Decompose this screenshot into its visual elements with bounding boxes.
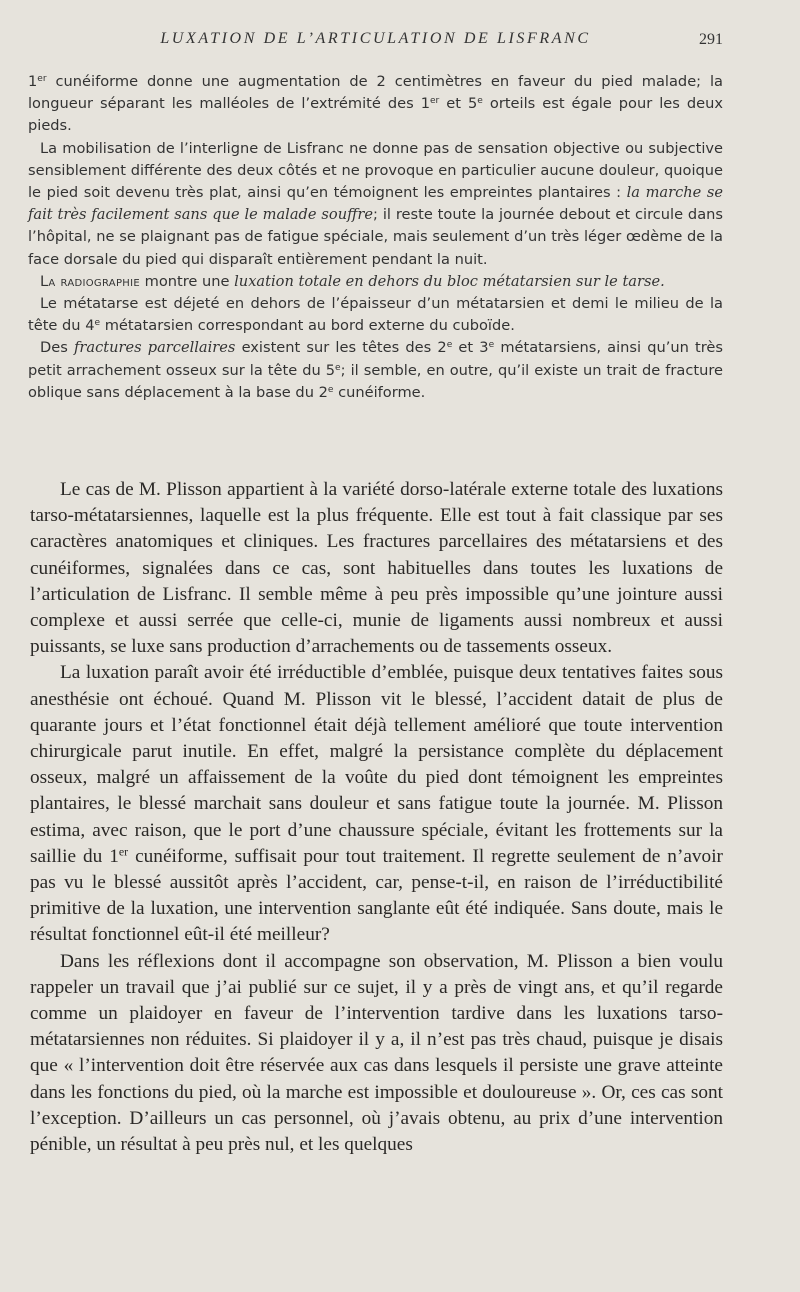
running-title: LUXATION DE L’ARTICULATION DE LISFRANC bbox=[160, 30, 591, 47]
observation-paragraph bbox=[28, 293, 723, 337]
text-run: cunéiforme donne une augmentation de 2 centimètres en faveur du pied malade; la longueur séparant les malléoles de l’extrémité des 1 bbox=[28, 73, 723, 113]
discussion-paragraph bbox=[30, 660, 723, 948]
superscript: e bbox=[335, 362, 341, 373]
text-run: La luxation paraît avoir été irréductible d’emblée, puisque deux tentatives faites sous anesthésie ont échoué. Quand M. Plisson vit le blessé, l’accident datait de plus de quarante jours et l’état fonctionnel était déjà tellement amélioré que toute intervention chirurgicale parut inutile. En effet, malgré la persistance complète du déplacement osseux, malgré un affaissement de la voûte du pied dont témoignent les empreintes plantaires, le blessé marchait sans douleur et sans fatigue toute la journée. M. Plisson estima, avec raison, que le port d’une chaussure spéciale, évitant les frottements sur la saillie du 1 bbox=[30, 662, 723, 867]
text-run: orteils est égale pour les deux pieds. bbox=[28, 95, 724, 135]
text-run: métatarsien correspondant au bord externe du cuboïde. bbox=[100, 317, 515, 335]
text-run: et 5 bbox=[439, 95, 478, 113]
text-run: cunéiforme, suffisait pour tout traitement. Il regrette seulement de n’avoir pas vu le blessé aussitôt après l’accident, car, pense-t-il, en raison de l’irréductibilité primitive de la luxation, une intervention sanglante eût été indiquée. Sans doute, mais le résultat fonctionnel eût-il été meilleur? bbox=[30, 845, 723, 946]
superscript: e bbox=[446, 340, 453, 351]
smallcaps-run: La radiographie bbox=[40, 272, 140, 290]
text-run: La mobilisation de l’interligne de Lisfranc ne donne pas de sensation objective ou subjective sensiblement différente des deux côtés et ne provoque en particulier aucune douleur, quoique le pied soit devenu très plat, ainsi qu’en témoignent les empreintes plantaires : bbox=[28, 139, 723, 202]
superscript: er bbox=[37, 74, 47, 85]
text-run: Le métatarse est déjeté en dehors de l’épaisseur d’un métatarsien et demi le milieu de la tête du 4 bbox=[28, 295, 723, 335]
discussion-paragraph: Dans les réflexions dont il accompagne son observation, M. Plisson a bien voulu rappeler un travail que j’ai publié sur ce sujet, il y a près de vingt ans, et qu’il regarde comme un plaidoyer en faveur de l’intervention tardive dans les luxations tarso-métatarsiennes non réduites. Si plaidoyer il y a, il n’est pas très chaud, puisque je disais que « l’intervention doit être réservée aux cas dans lesquels il persiste une grave atteinte dans les fonctions du pied, où la marche est impossible et douloureuse ». Or, ces cas sont l’exception. D’ailleurs un cas personnel, où j’avais obtenu, au prix d’une intervention pénible, un résultat à peu près nul, et les quelques bbox=[30, 950, 723, 1156]
superscript: e bbox=[477, 96, 483, 107]
observation-paragraph bbox=[28, 71, 723, 138]
text-run: montre une bbox=[139, 272, 235, 290]
text-run: cunéiforme. bbox=[333, 383, 426, 401]
text-run: ; il reste toute la journée debout et circule dans l’hôpital, ne se plaignant pas de fatigue spéciale, mais seulement d’un très léger œdème de la face dorsale du pied qui disparaît entièrement pendant la nuit. bbox=[28, 206, 723, 268]
italic-run: la marche se fait très facilement sans que le malade souffre bbox=[28, 184, 723, 224]
superscript: e bbox=[327, 384, 334, 395]
page-header bbox=[28, 30, 723, 54]
text-run: et 3 bbox=[452, 339, 489, 357]
text-run: 1 bbox=[28, 73, 38, 90]
text-run: Des bbox=[40, 339, 74, 357]
superscript: er bbox=[118, 844, 129, 859]
book-page bbox=[28, 0, 723, 1292]
discussion-paragraph: Le cas de M. Plisson appartient à la variété dorso-latérale externe totale des luxations tarso-métatarsiennes, laquelle est la plus fréquente. Elle est tout à fait classique par ses caractères anatomiques et cliniques. Les fractures parcellaires des métatarsiens et des cunéiformes, signalées dans ce cas, sont habituelles dans toutes les luxations de l’articulation de Lisfranc. Il semble même à peu près impossible qu’une jointure aussi complexe et aussi serrée que celle-ci, munie de ligaments aussi nombreux et aussi puissants, se luxe sans production d’arrachements ou de tassements osseux. bbox=[30, 479, 723, 658]
superscript: e bbox=[488, 340, 495, 351]
italic-run: fractures parcellaires bbox=[73, 339, 236, 357]
page-number: 291 bbox=[699, 31, 723, 48]
text-run: existent sur les têtes des 2 bbox=[235, 339, 447, 357]
superscript: er bbox=[429, 96, 440, 107]
observation-text bbox=[28, 71, 723, 404]
text-run: métatarsiens, ainsi qu’un très petit arrachement osseux sur la tête du 5 bbox=[28, 339, 723, 379]
observation-paragraph bbox=[28, 138, 723, 271]
observation-paragraph bbox=[28, 337, 723, 404]
text-run: ; il semble, en outre, qu’il existe un trait de fracture oblique sans déplacement à la base du 2 bbox=[28, 361, 723, 401]
superscript: e bbox=[94, 318, 101, 329]
observation-paragraph bbox=[28, 271, 723, 293]
discussion-text bbox=[30, 477, 723, 1158]
italic-run: luxation totale en dehors du bloc métatarsien sur le tarse. bbox=[234, 272, 665, 290]
